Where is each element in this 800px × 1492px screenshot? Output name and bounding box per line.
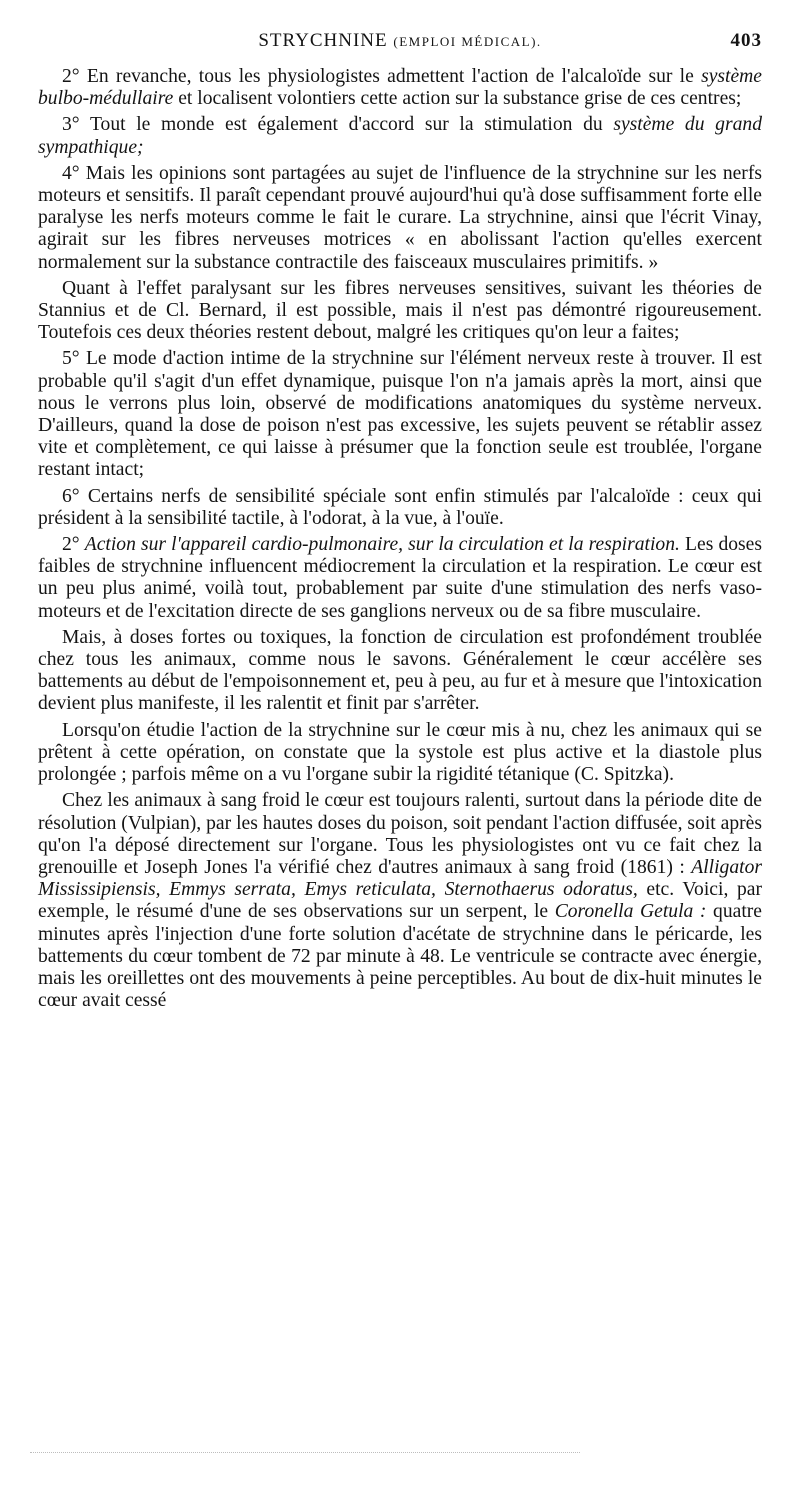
paragraph bbox=[38, 348, 762, 481]
paragraph bbox=[38, 163, 762, 274]
text-segment: 2° bbox=[62, 534, 85, 556]
italic-text: système bulbo-médullaire bbox=[38, 66, 762, 110]
italic-text: Coronella Getula : bbox=[554, 901, 707, 923]
running-title-main: STRYCHNINE bbox=[258, 30, 388, 51]
footer-rule bbox=[30, 1452, 580, 1453]
running-title bbox=[38, 30, 762, 52]
text-segment: 2° En revanche, tous les physiologistes admettent l'action de l'alcaloïde sur le bbox=[62, 66, 702, 87]
text-segment: quatre minutes après l'injection d'une forte solution d'acétate de strychnine dans le péricarde, les battements du cœur tombent de 72 par minute à 48. Le ventricule se contracte avec énergie, mais les oreillettes ont des mouvements à peine perceptibles. Au bout de dix-huit minutes le cœur avait cessé bbox=[38, 901, 762, 1012]
paragraph bbox=[38, 720, 762, 787]
paragraph bbox=[38, 627, 762, 716]
italic-text: Action sur l'appareil cardio-pulmonaire, sur la circulation et la respiration. bbox=[84, 534, 680, 556]
text-segment: et localisent volontiers cette action sur la substance grise de ces centres; bbox=[173, 88, 742, 110]
running-header bbox=[38, 30, 762, 60]
text-segment: Les doses faibles de strychnine influencent médiocrement la circulation et la respiration. Le cœur est un peu plus animé, voilà tout, probablement par suite d'une stimulation des nerfs vaso-moteurs et de l'excitation directe de ses ganglions nerveux ou de sa fibre musculaire. bbox=[38, 534, 762, 622]
text-segment: Mais, à doses fortes ou toxiques, la fonction de circulation est profondément troublée chez tous les animaux, comme nous le savons. Généralement le cœur accélère ses battements au début de l'empoisonnement et, peu à peu, au fur et à mesure que l'intoxication devient plus manifeste, il les ralentit et finit par s'arrêter. bbox=[38, 626, 762, 715]
text-segment: 4° Mais les opinions sont partagées au sujet de l'influence de la strychnine sur les nerfs moteurs et sensitifs. Il paraît cependant prouvé aujourd'hui qu'à dose suffisamment forte elle paralyse les nerfs moteurs comme le fait le curare. La strychnine, ainsi que l'écrit Vinay, agirait sur les fibres nerveuses motrices « en abolissant l'action qu'elles exercent normalement sur la substance contractile des faisceaux musculaires primitifs. » bbox=[38, 162, 762, 273]
text-segment: 5° Le mode d'action intime de la strychnine sur l'élément nerveux reste à trouver. Il est probable qu'il s'agit d'un effet dynamique, puisque l'on n'a jamais après la mort, ainsi que nous le verrons plus loin, observé de modifications anatomiques du système nerveux. D'ailleurs, quand la dose de poison n'est pas excessive, les sujets peuvent se rétablir assez vite et complètement, ce qui laisse à présumer que la fonction seule est troublée, l'organe restant intact; bbox=[38, 348, 762, 481]
text-segment: 3° Tout le monde est également d'accord sur la stimulation du bbox=[62, 114, 614, 136]
running-title-sub: (EMPLOI MÉDICAL). bbox=[393, 34, 542, 49]
paragraph bbox=[38, 66, 762, 110]
text-segment: Lorsqu'on étudie l'action de la strychnine sur le cœur mis à nu, chez les animaux qui se prêtent à cette opération, on constate que la systole est plus active et la diastole plus prolongée ; parfois même on a vu l'organe subir la rigidité tétanique (C. Spitzka). bbox=[38, 719, 762, 786]
paragraph bbox=[38, 790, 762, 1012]
italic-text: Alligator Mississipiensis, Emmys serrata, Emys reticulata, Sternothaerus odoratus, bbox=[38, 856, 762, 901]
italic-text: système du grand sympathique; bbox=[38, 114, 762, 158]
text-segment: Quant à l'effet paralysant sur les fibres nerveuses sensitives, suivant les théories de Stannius et de Cl. Bernard, il est possible, mais il n'est pas démontré rigoureusement. Toutefois ces deux théories restent debout, malgré les critiques qu'on leur a faites; bbox=[38, 277, 762, 344]
paragraph bbox=[38, 114, 762, 158]
text-segment: 6° Certains nerfs de sensibilité spéciale sont enfin stimulés par l'alcaloïde : ceux qui président à la sensibilité tactile, à l'odorat, à la vue, à l'ouïe. bbox=[38, 485, 762, 529]
paragraph bbox=[38, 534, 762, 623]
paragraph bbox=[38, 278, 762, 345]
text-segment: Chez les animaux à sang froid le cœur est toujours ralenti, surtout dans la période dite de résolution (Vulpian), par les hautes doses du poison, soit pendant l'action diffusée, soit après qu'on l'a déposé directement sur l'organe. Tous les physiologistes ont vu ce fait chez la grenouille et Joseph Jones l'a vérifié chez d'autres animaux à sang froid (1861) : bbox=[38, 790, 762, 878]
page-number: 403 bbox=[730, 30, 762, 51]
body-text bbox=[38, 66, 762, 1012]
text-segment: etc. Voici, par exemple, le résumé d'une de ses observations sur un serpent, le bbox=[38, 879, 763, 923]
paragraph bbox=[38, 486, 762, 530]
